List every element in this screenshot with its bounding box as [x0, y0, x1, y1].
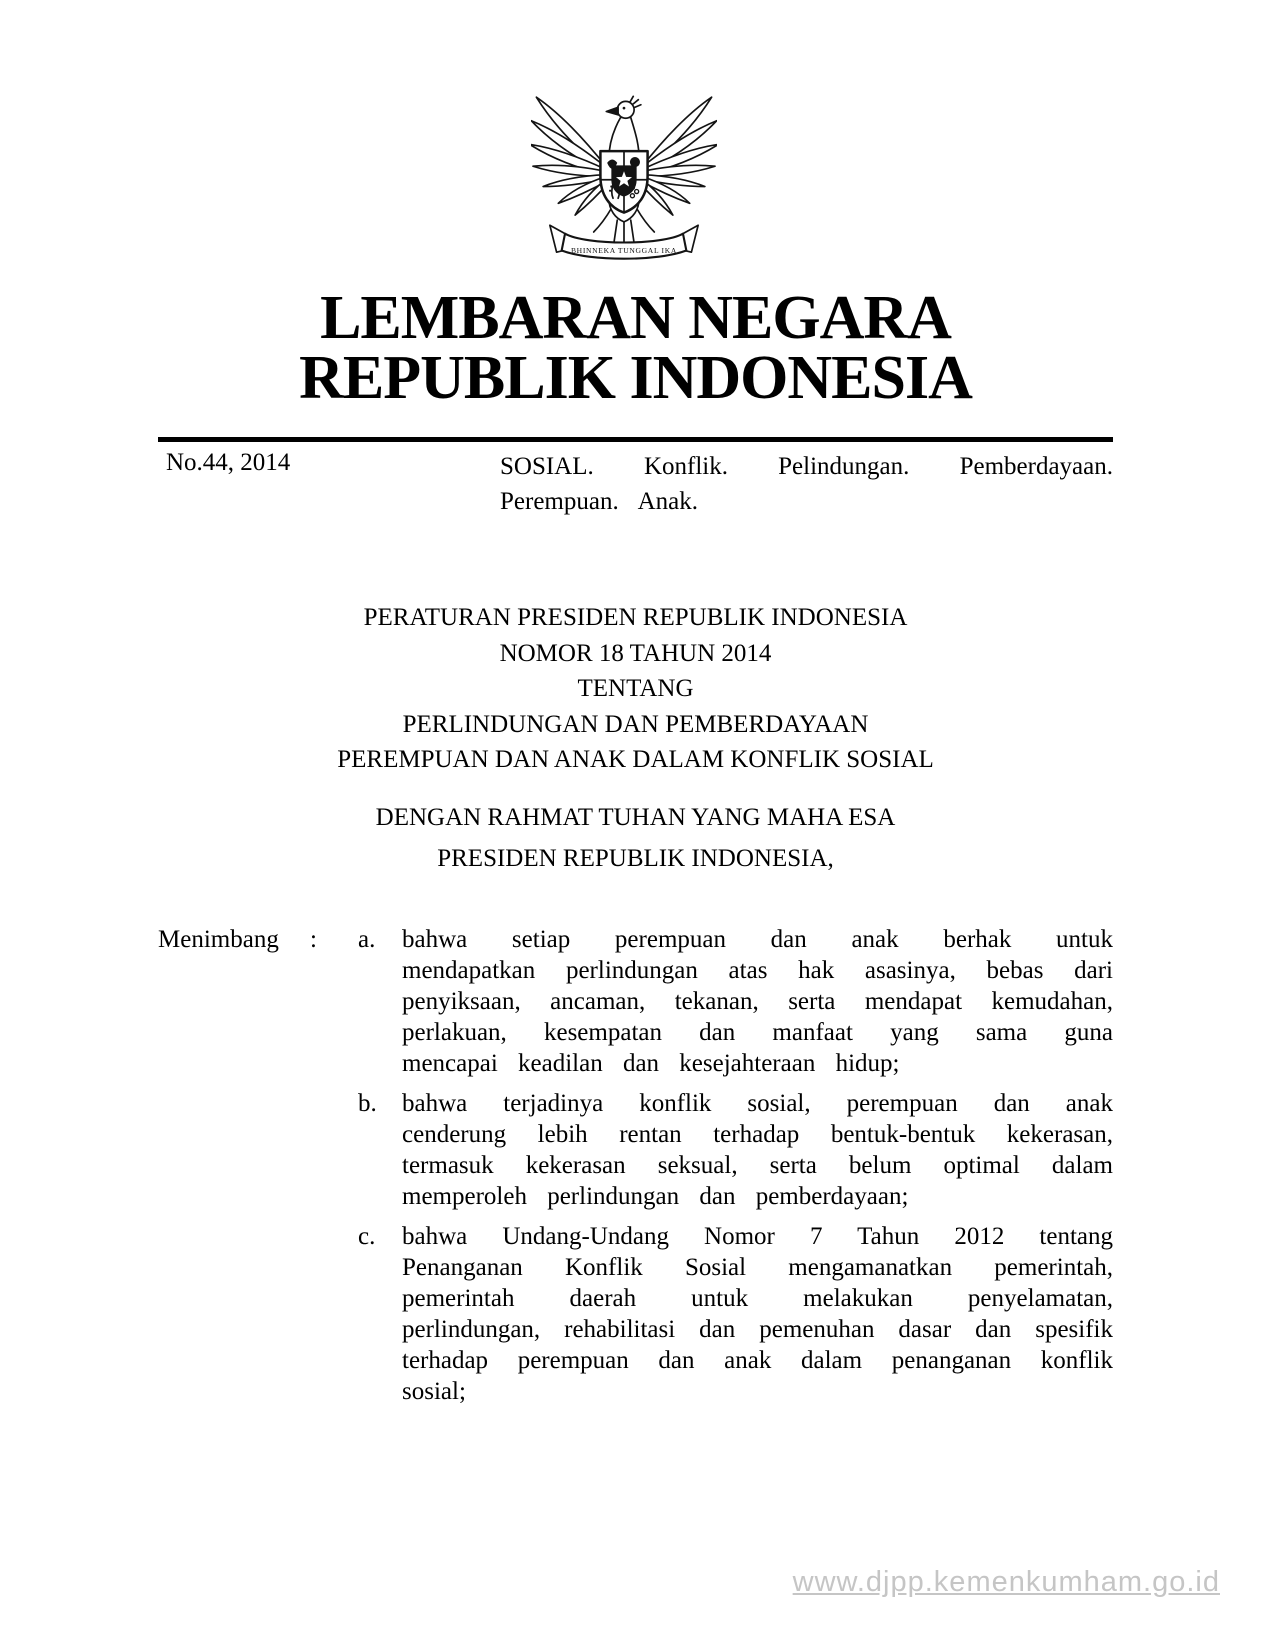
- masthead-divider: [158, 437, 1113, 442]
- regulation-title: PERATURAN PRESIDEN REPUBLIK INDONESIA: [363, 604, 908, 631]
- item-text-b: bahwa terjadinya konflik sosial, perempuan dan anak cenderung lebih rentan terhadap bentuk-bentuk kekerasan, termasuk kekerasan seksual, serta belum optimal dalam memperoleh perlindungan dan pemberdayaan;: [402, 1090, 1113, 1210]
- gazette-number: No.44, 2014: [166, 449, 291, 476]
- masthead-title-line1: LEMBARAN NEGARA: [320, 284, 951, 352]
- consideration-row-b: [158, 1088, 1113, 1212]
- garuda-pancasila-emblem: [531, 82, 717, 280]
- consideration-row-c: [158, 1221, 1113, 1407]
- considerations-section: [158, 924, 1113, 1407]
- item-text-c: bahwa Undang-Undang Nomor 7 Tahun 2012 tentang Penanganan Konflik Sosial mengamanatkan pemerintah, pemerintah daerah untuk melakukan penyelamatan, perlindungan, rehabilitasi dan pemenuhan dasar dan spesifik terhadap perempuan dan anak dalam penanganan konflik sosial;: [402, 1223, 1113, 1405]
- pancasila-shield: [600, 151, 647, 213]
- left-wing: [531, 97, 610, 215]
- item-letter-a: a.: [358, 926, 376, 953]
- garuda-emblem-icon: [531, 82, 717, 280]
- regulation-tentang: TENTANG: [577, 675, 694, 702]
- watermark-link[interactable]: www.djpp.kemenkumham.go.id: [792, 1566, 1220, 1598]
- masthead-title-line2: REPUBLIK INDONESIA: [299, 344, 972, 412]
- issuer: PRESIDEN REPUBLIK INDONESIA,: [437, 845, 834, 872]
- motto-text: BHINNEKA TUNGGAL IKA: [570, 246, 678, 256]
- item-text-a: bahwa setiap perempuan dan anak berhak untuk mendapatkan perlindungan atas hak asasinya, bebas dari penyiksaan, ancaman, tekanan, serta mendapat kemudahan, perlakuan, kesempatan dan manfaat yang sama guna mencapai keadilan dan kesejahteraan hidup;: [402, 926, 1113, 1077]
- considerations-colon: :: [310, 926, 317, 953]
- regulation-subject-line2: PEREMPUAN DAN ANAK DALAM KONFLIK SOSIAL: [337, 746, 934, 773]
- invocation: DENGAN RAHMAT TUHAN YANG MAHA ESA: [375, 803, 896, 831]
- gazette-subject: SOSIAL. Konflik. Pelindungan. Pemberdayaan. Perempuan. Anak.: [500, 453, 1113, 515]
- regulation-heading: [158, 600, 1113, 877]
- regulation-number: NOMOR 18 TAHUN 2014: [499, 639, 772, 667]
- item-letter-b: b.: [358, 1090, 377, 1117]
- item-letter-c: c.: [358, 1223, 376, 1250]
- right-wing: [638, 97, 717, 215]
- masthead-title: [158, 284, 1113, 412]
- regulation-subject-line1: PERLINDUNGAN DAN PEMBERDAYAAN: [402, 710, 869, 738]
- consideration-row-a: [158, 924, 1113, 1079]
- head: [606, 96, 641, 118]
- considerations-label: Menimbang: [158, 926, 279, 953]
